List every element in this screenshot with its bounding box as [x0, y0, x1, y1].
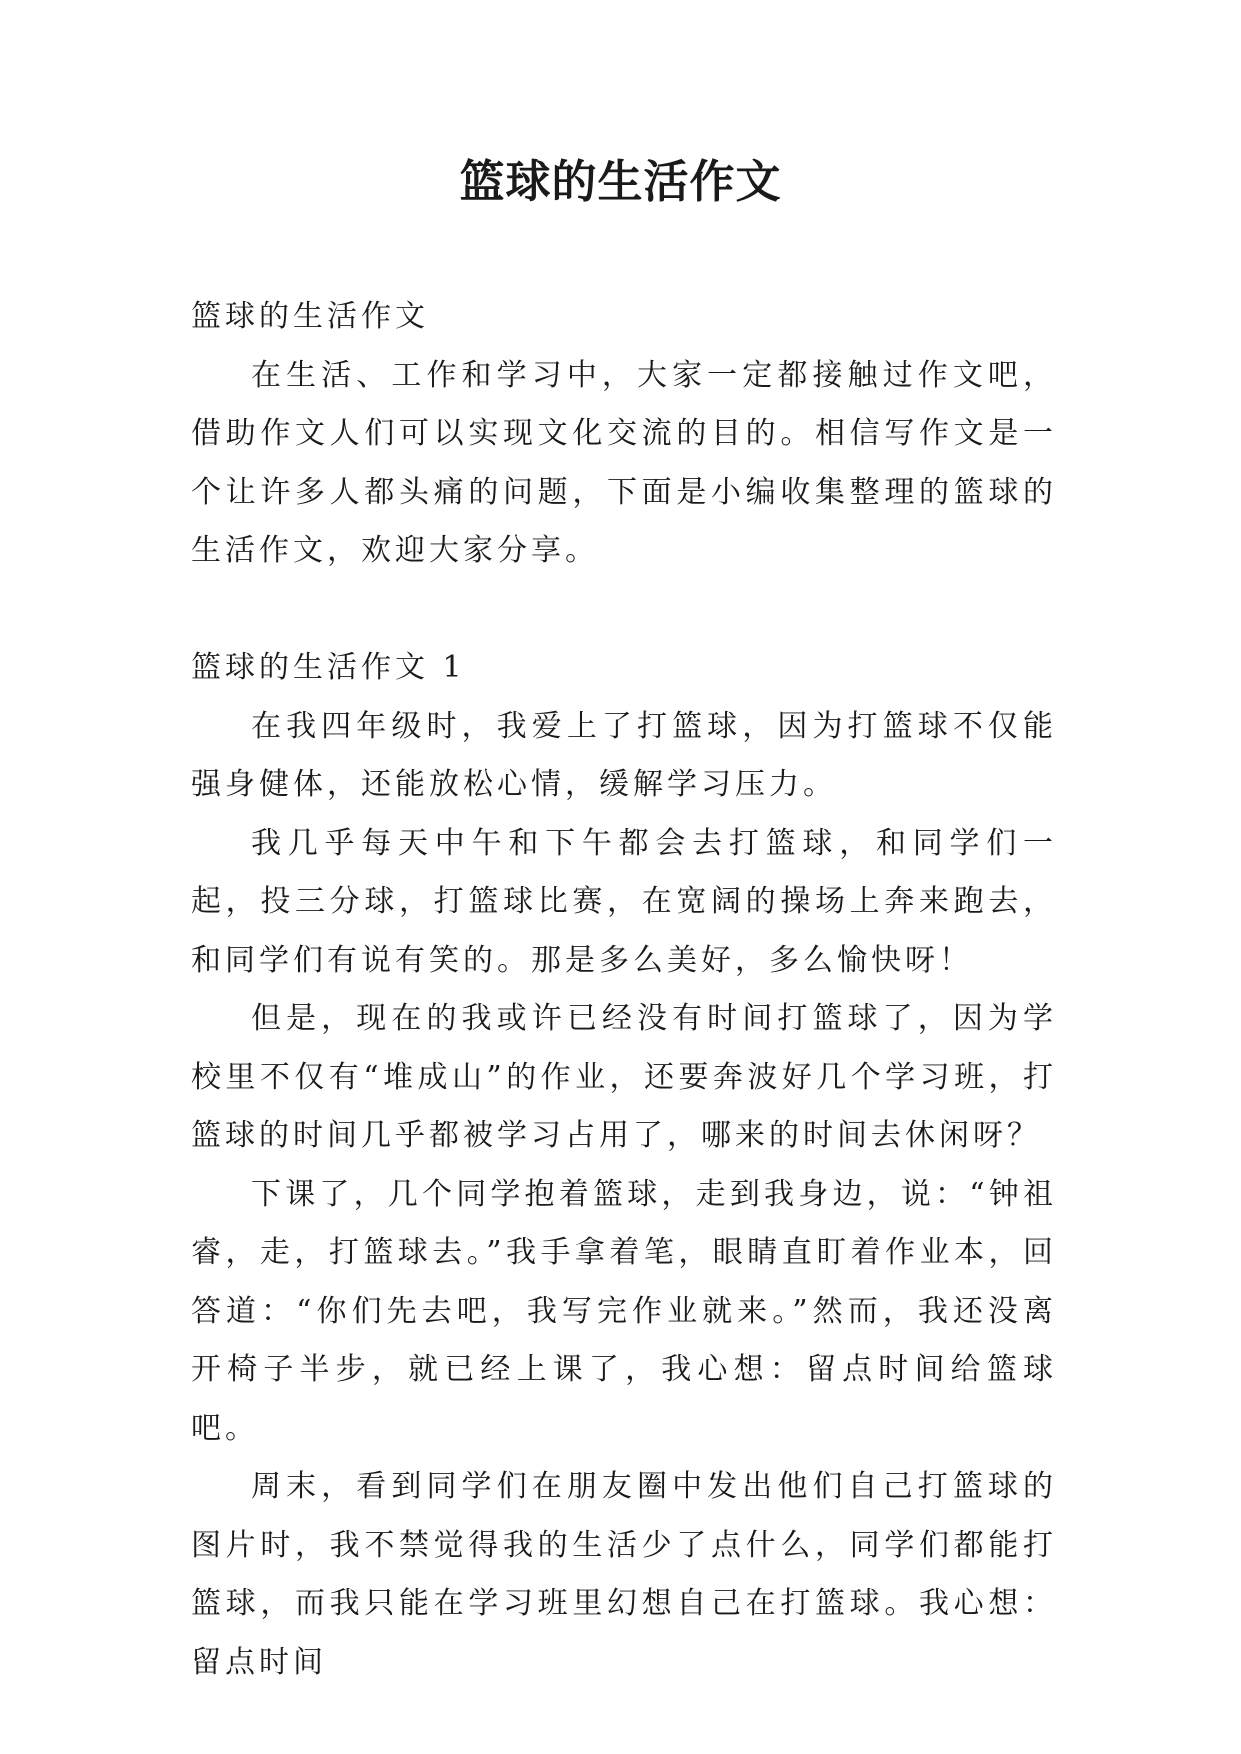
intro-paragraph: 在生活、工作和学习中，大家一定都接触过作文吧，借助作文人们可以实现文化交流的目的。相信写作文是一个让许多人都头痛的问题，下面是小编收集整理的篮球的生活作文，欢迎大家分享。: [191, 357, 1057, 568]
document-body: [191, 288, 1057, 1692]
section-1-paragraph-2: 我几乎每天中午和下午都会去打篮球，和同学们一起，投三分球，打篮球比赛，在宽阔的操场上奔来跑去，和同学们有说有笑的。那是多么美好，多么愉快呀！: [191, 825, 1057, 978]
intro-heading: 篮球的生活作文: [191, 299, 429, 334]
section-1-heading: 篮球的生活作文 1: [191, 650, 466, 685]
section-1-paragraph-3: 但是，现在的我或许已经没有时间打篮球了，因为学校里不仅有“堆成山”的作业，还要奔波好几个学习班，打篮球的时间几乎都被学习占用了，哪来的时间去休闲呀？: [191, 1001, 1057, 1153]
section-1-paragraph-1: 在我四年级时，我爱上了打篮球，因为打篮球不仅能强身健体，还能放松心情，缓解学习压力。: [191, 708, 1057, 802]
section-1-paragraph-4: 下课了，几个同学抱着篮球，走到我身边，说：“钟祖睿，走，打篮球去。”我手拿着笔，眼睛直盯着作业本，回答道：“你们先去吧，我写完作业就来。”然而，我还没离开椅子半步，就已经上课了，我心想：留点时间给篮球吧。: [191, 1176, 1057, 1446]
document-title: 篮球的生活作文: [459, 155, 782, 208]
section-spacer: [191, 581, 1057, 640]
section-1-paragraph-5: 周末，看到同学们在朋友圈中发出他们自己打篮球的图片时，我不禁觉得我的生活少了点什么，同学们都能打篮球，而我只能在学习班里幻想自己在打篮球。我心想：留点时间: [191, 1469, 1057, 1680]
